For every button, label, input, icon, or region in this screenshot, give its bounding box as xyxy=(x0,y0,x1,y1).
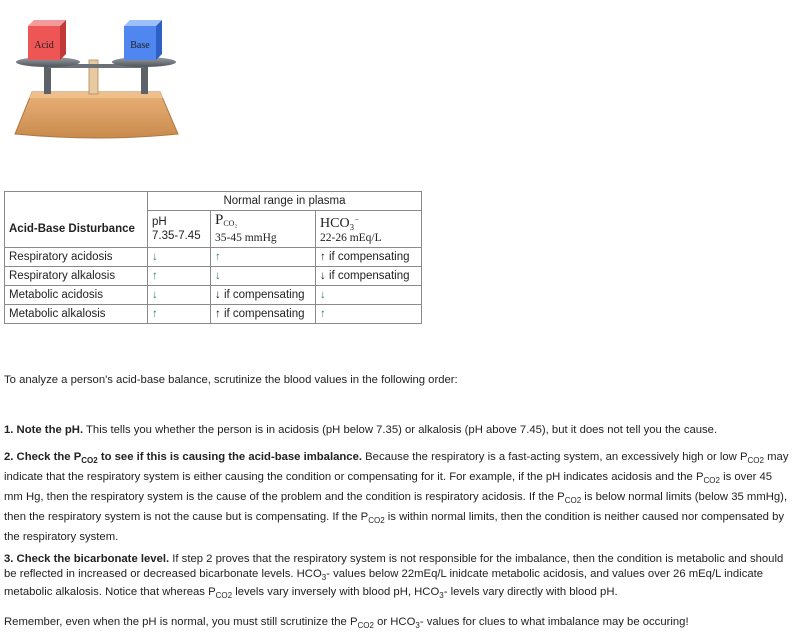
hco3-cell: ↓ if compensating xyxy=(316,267,422,286)
disturbance-cell: Metabolic alkalosis xyxy=(5,305,148,324)
ph-arrow-cell: ↓ xyxy=(148,286,211,305)
intro-text: To analyze a person's acid-base balance, scrutinize the blood values in the following order: xyxy=(4,374,458,386)
disturbance-cell: Respiratory alkalosis xyxy=(5,267,148,286)
disturbance-cell: Metabolic acidosis xyxy=(5,286,148,305)
pco2-name: $P_{CO_2}$ xyxy=(215,212,238,228)
table-header-row xyxy=(5,192,422,211)
step-2-heading: 2. Check the $P_{CO2}$ to see if this is causing the acid-base imbalance. xyxy=(4,451,362,465)
disturbance-cell: Respiratory acidosis xyxy=(5,248,148,267)
step-3-heading: 3. Check the bicarbonate level. xyxy=(4,553,170,565)
table-row xyxy=(5,286,422,305)
ph-arrow-cell: ↓ xyxy=(148,248,211,267)
table-row xyxy=(5,248,422,267)
normal-range-header: Normal range in plasma xyxy=(148,192,422,211)
hco3-header xyxy=(316,211,422,248)
pco2-arrow-cell: ↓ xyxy=(211,267,316,286)
hco3-range: 22-26 mEq/L xyxy=(320,232,382,244)
hco3-name: HCO₃− xyxy=(320,215,359,231)
blank-header-cell xyxy=(5,192,148,211)
step-2-paragraph: 2. Check the $P_{CO2}$ to see if this is causing the acid-base imbalance. Because the respiratory is a fast-acting system, an excessively high or low $P_{CO2}$ may indicate that the respiratory system is either causing the condition or compensating for it. For example, if the pH indicates acidosis and the $P_{CO2}$ is over 45 mm Hg, then the respiratory system is the cause of the problem and the condition is respiratory acidosis. If the $P_{CO2}$ is below normal limits (below 35 mmHg), then the respiratory system is not the cause but is compensating. If the $P_{CO2}$ is within normal limits, then the condition is neither caused nor compensated by the respiratory system. xyxy=(4,451,789,543)
ph-name: pH xyxy=(152,216,167,228)
table-row xyxy=(5,267,422,286)
table-subheader-row xyxy=(5,211,422,248)
acid-base-balance-scale-illustration xyxy=(10,12,185,142)
hco3-cell: ↑ if compensating xyxy=(316,248,422,267)
pco2-cell: ↑ if compensating xyxy=(211,305,316,324)
pco2-range: 35-45 mmHg xyxy=(215,232,277,244)
step-1-heading: 1. Note the pH. xyxy=(4,424,84,436)
step-1-text: This tells you whether the person is in acidosis (pH below 7.35) or alkalosis (pH above 7.45), but it does not tell you the cause. xyxy=(83,424,718,436)
pco2-arrow-cell: ↑ xyxy=(211,248,316,267)
hco3-arrow-cell: ↑ xyxy=(316,305,422,324)
ph-arrow-cell: ↑ xyxy=(148,305,211,324)
ph-header xyxy=(148,211,211,248)
acid-label: Acid xyxy=(34,40,54,51)
remember-paragraph: Remember, even when the pH is normal, you must still scrutinize the $P_{CO2}$ or $HCO_3-$ values for clues to what imbalance may be occuring! xyxy=(4,616,689,630)
hco3-arrow-cell: ↓ xyxy=(316,286,422,305)
ph-range: 7.35-7.45 xyxy=(152,230,201,242)
pco2-header xyxy=(211,211,316,248)
ph-arrow-cell: ↑ xyxy=(148,267,211,286)
acid-base-disturbance-table xyxy=(4,191,422,324)
disturbance-header: Acid-Base Disturbance xyxy=(5,211,148,248)
step-3-paragraph: 3. Check the bicarbonate level. If step 2 proves that the respiratory system is not responsible for the imbalance, then the condition is metabolic and should be reflected in increased or decreased bicarbonate levels. $HCO_3-$ values below 22mEq/L inidcate metabolic acidosis, and values over 26 mEq/L indicate metabolic alkalosis. Notice that whereas $P_{CO2}$ levels vary inversely with blood pH, $HCO_3-$ levels vary directly with blood pH. xyxy=(4,553,784,600)
step-1-paragraph xyxy=(4,422,794,439)
base-label: Base xyxy=(130,40,150,51)
pco2-cell: ↓ if compensating xyxy=(211,286,316,305)
table-row xyxy=(5,305,422,324)
